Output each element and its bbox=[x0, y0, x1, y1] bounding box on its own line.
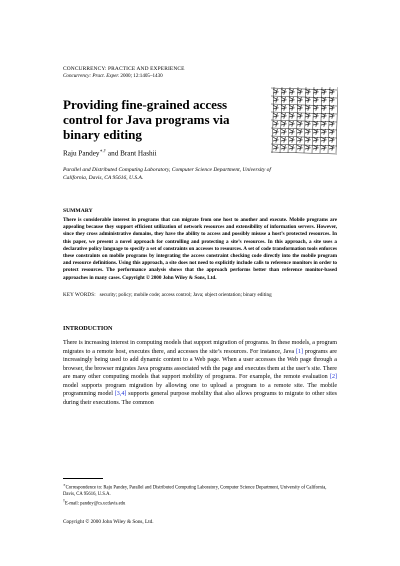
journal-citation bbox=[63, 73, 163, 79]
reference-link[interactable]: [3,4] bbox=[114, 391, 127, 398]
author-name: Raju Pandey bbox=[63, 149, 100, 158]
footer-copyright: Copyright © 2000 John Wiley & Sons, Ltd. bbox=[63, 519, 154, 525]
keywords-label: KEY WORDS: bbox=[63, 292, 96, 298]
footnotes bbox=[63, 482, 337, 508]
author-line bbox=[63, 148, 157, 157]
keywords-line bbox=[63, 292, 348, 298]
summary-heading: SUMMARY bbox=[63, 208, 93, 214]
journal-name: CONCURRENCY: PRACTICE AND EXPERIENCE bbox=[63, 66, 185, 72]
introduction-text: There is increasing interest in computing models that support migration of programs. In these models, a program migrates to a remote host, executes there, and accesses the site’s resources. For instance, Java [1] programs are increasingly being used to add dynamic content to a Web page. When a user accesses the Web page through a browser, the browser migrates Java programs associated with the page and executes them at the user’s site. There are many other computing models that support mobility of programs. For example, the remote evaluation [2] model supports program migration by allowing one to upload a program to a remote site. The mobile programming model [3,4] supports general purpose mobility that also allows programs to migrate to other sites during their executions. The common bbox=[63, 340, 337, 406]
author-name: Brant Hashii bbox=[120, 149, 157, 158]
footnote-divider bbox=[63, 478, 103, 479]
journal-logo-icon bbox=[268, 83, 338, 155]
keywords-text: security; policy; mobile code; access control; Java; object orientation; binary editing bbox=[99, 292, 272, 298]
author-footnote-marks: ∗,† bbox=[99, 148, 107, 153]
citation-volume-pages: 2000; 12:1405–1430 bbox=[120, 73, 163, 79]
summary-text: There is considerable interest in programs that can migrate from one host to another and execute. Mobile programs are appealing because they support efficient utilization of network resources and extensibility of information servers. However, since they cross administrative domains, they have the ability to access and possibly misuse a host’s protected resources. In this paper, we present a novel approach for controlling and protecting a site’s resources. In this approach, a site uses a declarative policy language to specify a set of constraints on accesses to resources. A set of code transformation tools enforces these constraints on mobile programs by integrating the access constraint checking code directly into the mobile program and resource definitions. Using this approach, a site does not need to explicitly include calls to reference monitors in order to protect resources. The performance analysis shows that the approach performs better than reference monitor-based approaches in many cases. Copyright © 2000 John Wiley & Sons, Ltd. bbox=[63, 217, 337, 281]
citation-journal: Concurrency: Pract. Exper. bbox=[63, 73, 120, 79]
reference-link[interactable]: [2] bbox=[329, 374, 337, 381]
footnote-email: †E-mail: pandey@cs.ucdavis.edu bbox=[63, 498, 126, 507]
reference-link[interactable]: [1] bbox=[295, 348, 304, 355]
author-separator: and bbox=[106, 149, 121, 158]
footnote-correspondence: ∗Correspondence to: Raju Pandey, Parallel and Distributed Computing Laboratory, Computer Science Department, University of California, Davis, CA 95616, U.S.A. bbox=[63, 483, 327, 497]
introduction-heading: INTRODUCTION bbox=[63, 325, 113, 332]
article-title: Providing fine-grained access control for Java programs via binary editing bbox=[63, 97, 230, 142]
affiliation: Parallel and Distributed Computing Laboratory, Computer Science Department, University of California, Davis, CA 95616, U.S.A. bbox=[63, 167, 271, 181]
